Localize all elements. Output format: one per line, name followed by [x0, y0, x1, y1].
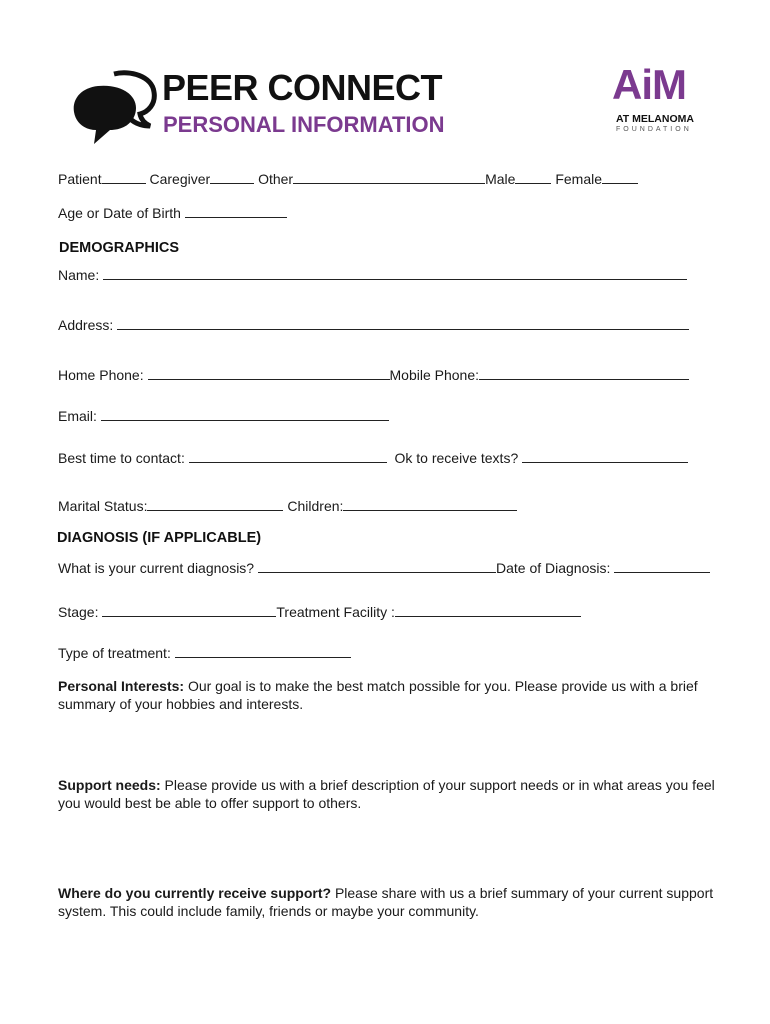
name-field[interactable] — [103, 266, 687, 280]
home-phone-label: Home Phone: — [58, 367, 144, 383]
name-row — [58, 266, 687, 284]
patient-field[interactable] — [102, 170, 146, 184]
date-diagnosis-label: Date of Diagnosis: — [495, 560, 611, 576]
page-subtitle: PERSONAL INFORMATION — [163, 112, 445, 137]
male-field[interactable] — [515, 170, 551, 184]
address-label: Address: — [58, 317, 114, 333]
email-row — [58, 407, 389, 425]
address-row — [58, 316, 689, 334]
ok-texts-field[interactable] — [522, 449, 688, 463]
ok-texts-label: Ok to receive texts? — [394, 450, 519, 466]
treatment-type-field[interactable] — [175, 644, 351, 658]
diagnosis-row — [58, 559, 710, 577]
email-label: Email: — [58, 408, 97, 424]
logo-sub: AT MELANOMA — [616, 113, 694, 125]
personal-interests-prompt — [58, 677, 723, 713]
speech-bubbles-icon — [70, 68, 160, 148]
stage-field[interactable] — [102, 603, 276, 617]
contact-row — [58, 449, 688, 467]
age-field[interactable] — [185, 204, 287, 218]
age-label: Age or Date of Birth — [58, 205, 181, 221]
support-needs-prompt — [58, 776, 723, 812]
logo-foundation: FOUNDATION — [616, 126, 692, 133]
current-diagnosis-label: What is your current diagnosis? — [58, 560, 255, 576]
best-time-field[interactable] — [189, 449, 387, 463]
personal-interests-label: Personal Interests: — [58, 678, 185, 694]
role-gender-row — [58, 170, 638, 188]
other-field[interactable] — [293, 170, 485, 184]
current-support-text: Please share with us a brief summary of your current support system. This could include family, friends or maybe your community. — [58, 885, 714, 919]
current-support-label: Where do you currently receive support? — [58, 885, 332, 901]
name-label: Name: — [58, 267, 100, 283]
address-field[interactable] — [117, 316, 689, 330]
stage-label: Stage: — [58, 604, 99, 620]
facility-label: Treatment Facility : — [276, 604, 395, 620]
support-needs-text: Please provide us with a brief description of your support needs or in what areas you feel you would best be able to offer support to others. — [58, 777, 715, 811]
aim-logo — [612, 62, 712, 136]
marital-field[interactable] — [147, 497, 283, 511]
support-needs-label: Support needs: — [58, 777, 161, 793]
facility-field[interactable] — [395, 603, 581, 617]
other-label: Other — [258, 171, 294, 187]
female-field[interactable] — [602, 170, 638, 184]
logo-main: AiM — [612, 61, 686, 108]
mobile-phone-field[interactable] — [479, 366, 689, 380]
page-title: PEER CONNECT — [162, 67, 443, 108]
age-row — [58, 204, 287, 222]
family-row — [58, 497, 517, 515]
marital-label: Marital Status: — [58, 498, 148, 514]
mobile-phone-label: Mobile Phone: — [389, 367, 480, 383]
diagnosis-heading: DIAGNOSIS (IF APPLICABLE) — [57, 530, 262, 546]
date-diagnosis-field[interactable] — [614, 559, 710, 573]
children-label: Children: — [287, 498, 344, 514]
email-field[interactable] — [101, 407, 389, 421]
current-diagnosis-field[interactable] — [258, 559, 496, 573]
stage-row — [58, 603, 581, 621]
caregiver-label: Caregiver — [149, 171, 211, 187]
female-label: Female — [555, 171, 603, 187]
male-label: Male — [485, 171, 516, 187]
best-time-label: Best time to contact: — [58, 450, 185, 466]
treatment-row — [58, 644, 351, 662]
treatment-type-label: Type of treatment: — [58, 645, 171, 661]
caregiver-field[interactable] — [210, 170, 254, 184]
phone-row — [58, 366, 689, 384]
children-field[interactable] — [343, 497, 517, 511]
demographics-heading: DEMOGRAPHICS — [59, 240, 180, 256]
personal-interests-text: Our goal is to make the best match possible for you. Please provide us with a brief summary of your hobbies and interests. — [58, 678, 698, 712]
home-phone-field[interactable] — [148, 366, 390, 380]
patient-label: Patient — [58, 171, 102, 187]
current-support-prompt — [58, 884, 723, 920]
